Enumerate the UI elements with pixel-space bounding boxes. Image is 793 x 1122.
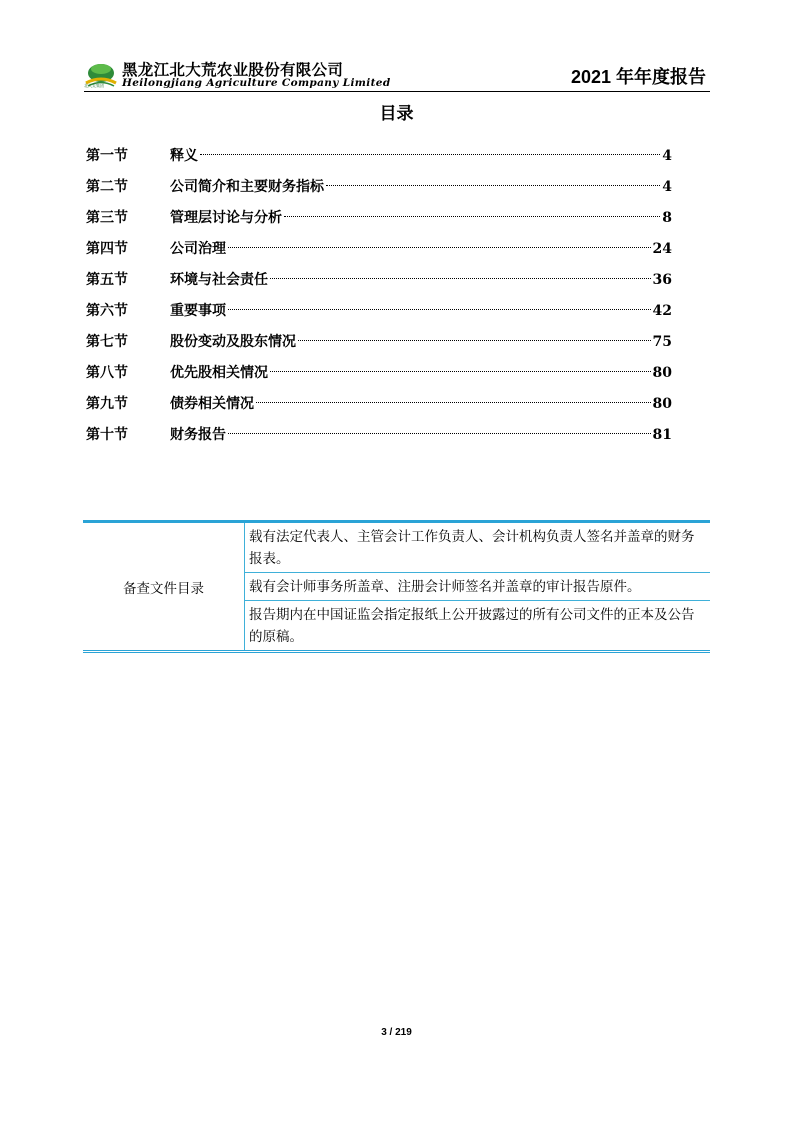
toc-section-number: 第五节 [86, 272, 128, 288]
toc-page-number[interactable]: 81 [652, 427, 672, 443]
toc-row[interactable] [86, 392, 672, 423]
table-of-contents [86, 144, 672, 454]
toc-section-number: 第二节 [86, 179, 128, 195]
page-header [84, 50, 710, 92]
company-name-en: Heilongjiang Agriculture Company Limited [122, 77, 391, 89]
toc-section-number: 第三节 [86, 210, 128, 226]
toc-row[interactable] [86, 330, 672, 361]
toc-entry-label[interactable]: 财务报告 [170, 427, 226, 443]
toc-row[interactable] [86, 206, 672, 237]
toc-page-number[interactable]: 42 [652, 303, 672, 319]
toc-page-number[interactable]: 80 [652, 365, 672, 381]
toc-page-number[interactable]: 24 [652, 241, 672, 257]
reference-document-item: 报告期内在中国证监会指定报纸上公开披露过的所有公司文件的正本及公告的原稿。 [245, 601, 711, 652]
toc-entry-label[interactable]: 公司简介和主要财务指标 [170, 179, 324, 195]
toc-entry-label[interactable]: 优先股相关情况 [170, 365, 268, 381]
toc-section-number: 第八节 [86, 365, 128, 381]
toc-title: 目录 [379, 104, 414, 124]
toc-row[interactable] [86, 175, 672, 206]
toc-entry-label[interactable]: 管理层讨论与分析 [170, 210, 282, 226]
toc-page-number[interactable]: 4 [662, 179, 672, 195]
toc-leader-dots [270, 278, 651, 279]
toc-row[interactable] [86, 361, 672, 392]
toc-row[interactable] [86, 299, 672, 330]
reference-documents-label: 备查文件目录 [83, 522, 245, 652]
toc-entry-label[interactable]: 环境与社会责任 [170, 272, 268, 288]
toc-row[interactable] [86, 423, 672, 454]
toc-page-number[interactable]: 8 [662, 210, 672, 226]
toc-leader-dots [228, 247, 651, 248]
toc-section-number: 第九节 [86, 396, 128, 412]
toc-entry-label[interactable]: 债券相关情况 [170, 396, 254, 412]
reference-document-item: 载有会计师事务所盖章、注册会计师签名并盖章的审计报告原件。 [245, 573, 711, 601]
toc-page-number[interactable]: 4 [662, 148, 672, 164]
report-title: 2021 年年度报告 [570, 67, 706, 87]
header-divider [84, 91, 710, 92]
toc-page-number[interactable]: 80 [652, 396, 672, 412]
toc-leader-dots [270, 371, 651, 372]
toc-leader-dots [200, 154, 660, 155]
page-number: 3 / 219 [381, 1027, 412, 1038]
toc-section-number: 第六节 [86, 303, 128, 319]
toc-page-number[interactable]: 75 [652, 334, 672, 350]
toc-entry-label[interactable]: 股份变动及股东情况 [170, 334, 296, 350]
toc-section-number: 第一节 [86, 148, 128, 164]
toc-section-number: 第四节 [86, 241, 128, 257]
toc-leader-dots [228, 433, 651, 434]
toc-row[interactable] [86, 268, 672, 299]
toc-entry-label[interactable]: 公司治理 [170, 241, 226, 257]
toc-row[interactable] [86, 144, 672, 175]
toc-page-number[interactable]: 36 [652, 272, 672, 288]
company-name-cn: 黑龙江北大荒农业股份有限公司 [122, 60, 344, 79]
reference-documents-table [83, 520, 710, 653]
toc-section-number: 第十节 [86, 427, 128, 443]
table-row [83, 522, 710, 573]
toc-section-number: 第七节 [86, 334, 128, 350]
toc-leader-dots [228, 309, 651, 310]
toc-entry-label[interactable]: 重要事项 [170, 303, 226, 319]
reference-document-item: 载有法定代表人、主管会计工作负责人、会计机构负责人签名并盖章的财务报表。 [245, 522, 711, 573]
logo-subtext: 北大荒集团 [84, 83, 104, 88]
toc-row[interactable] [86, 237, 672, 268]
toc-leader-dots [284, 216, 660, 217]
toc-entry-label[interactable]: 释义 [170, 148, 198, 164]
toc-leader-dots [326, 185, 660, 186]
toc-leader-dots [298, 340, 651, 341]
toc-leader-dots [256, 402, 651, 403]
